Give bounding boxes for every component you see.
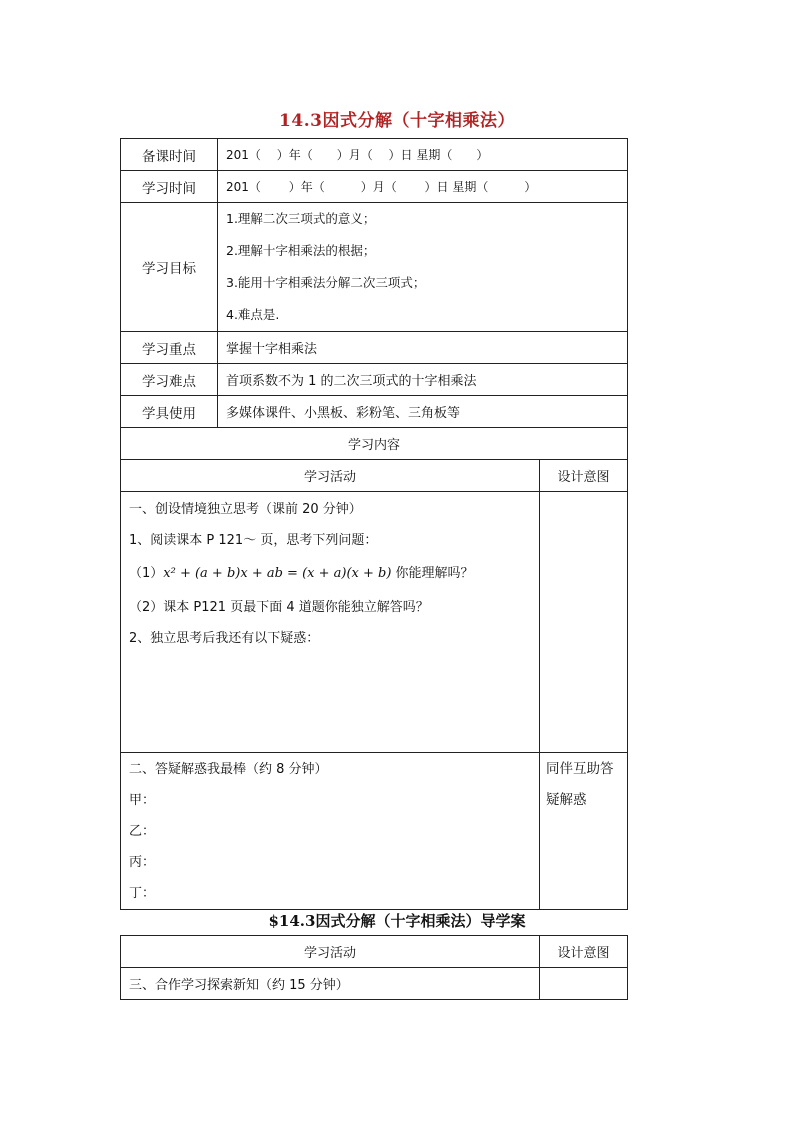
goal-item: 4.难点是. [226,307,280,322]
goals-label: 学习目标 [121,203,218,332]
prep-time-row [121,139,628,171]
section1-line1: 1、阅读课本 P 121～ 页，思考下列问题： [129,533,378,548]
goal-item: 3.能用十字相乘法分解二次三项式； [226,275,426,290]
section1-heading: 一、创设情境独立思考（课前 20 分钟） [129,502,362,517]
section2-heading: 二、答疑解惑我最棒（约 8 分钟） [129,762,328,777]
study-time-row [121,171,628,203]
key-point-row [121,332,628,364]
prep-time-label: 备课时间 [121,139,218,171]
difficulty-row [121,364,628,396]
section1-row [121,492,628,753]
section3-row [121,968,628,1000]
prep-time-value: 201（ ）年（ ）月（ ）日 星期（ ） [218,139,628,171]
answer-line: 丙： [129,855,156,870]
goal-item: 2.理解十字相乘法的根据； [226,243,376,258]
lesson-plan-table [120,138,628,910]
tools-value: 多媒体课件、小黑板、彩粉笔、三角板等 [218,396,628,428]
section2-row [121,753,628,910]
activity-header-row [121,460,628,492]
section2-intent [540,753,628,910]
study-time-label: 学习时间 [121,171,218,203]
study-time-value: 201（ ）年（ ）月（ ）日 星期（ ） [218,171,628,203]
goals-list [218,203,628,332]
activity-header: 学习活动 [121,460,540,492]
second-activity-header: 学习活动 [121,936,540,968]
section1-intent [540,492,628,753]
key-point-value: 掌握十字相乘法 [218,332,628,364]
second-intent-header: 设计意图 [540,936,628,968]
section3-intent [540,968,628,1000]
second-activity-table [120,935,628,1000]
difficulty-value: 首项系数不为 1 的二次三项式的十字相乘法 [218,364,628,396]
section2-content [121,753,540,910]
key-point-label: 学习重点 [121,332,218,364]
difficulty-label: 学习难点 [121,364,218,396]
tools-row [121,396,628,428]
content-header: 学习内容 [121,428,628,460]
section1-question2: （2）课本 P121 页最下面 4 道题你能独立解答吗？ [129,600,429,615]
section2-intent-line: 疑解惑 [546,792,587,808]
section1-question1 [129,556,531,592]
q1-prefix: （1） [129,566,164,581]
intent-header: 设计意图 [540,460,628,492]
tools-label: 学具使用 [121,396,218,428]
goal-item: 1.理解二次三项式的意义； [226,211,376,226]
q1-formula: x² + (a + b)x + ab = (x + a)(x + b) [163,566,392,581]
goals-row [121,203,628,332]
second-header-row [121,936,628,968]
section2-intent-line: 同伴互助答 [546,761,614,777]
section1-line2: 2、独立思考后我还有以下疑惑： [129,631,320,646]
guide-subtitle: $14.3因式分解（十字相乘法）导学案 [268,912,526,930]
page-title: 14.3因式分解（十字相乘法） [279,111,515,131]
content-header-row [121,428,628,460]
answer-line: 甲： [129,793,156,808]
section3-heading: 三、合作学习探索新知（约 15 分钟） [121,968,540,1000]
answer-line: 丁： [129,886,156,901]
q1-suffix: 你能理解吗？ [391,566,474,581]
section1-content [121,492,540,753]
answer-line: 乙： [129,824,156,839]
